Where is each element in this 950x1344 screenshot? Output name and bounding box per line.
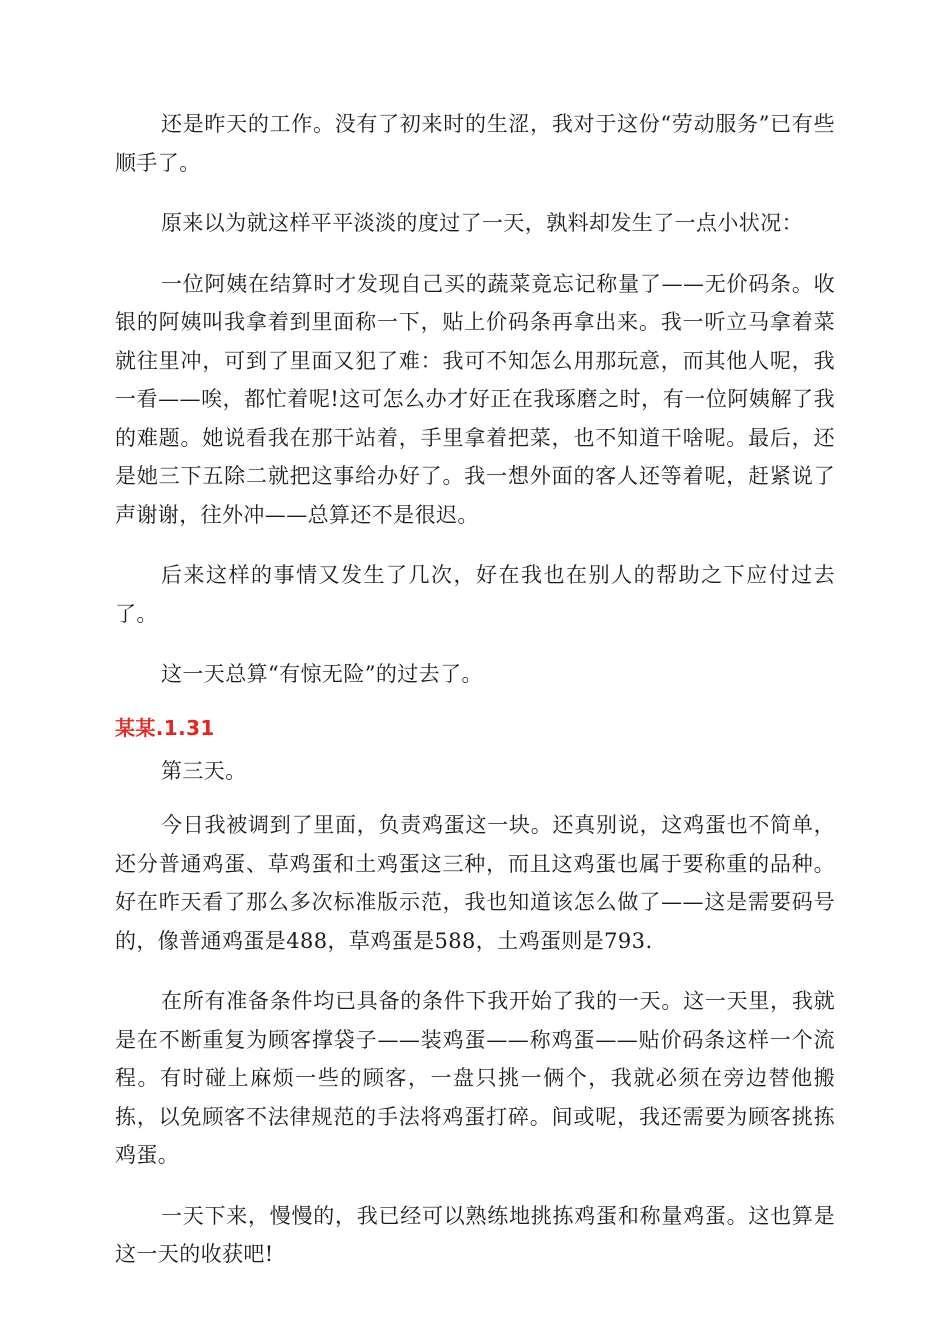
paragraph: 第三天。 — [161, 758, 247, 783]
paragraph: 后来这样的事情又发生了几次，好在我也在别人的帮助之下应付过去了。 — [115, 563, 835, 626]
paragraph: 今日我被调到了里面，负责鸡蛋这一块。还真别说，这鸡蛋也不简单，还分普通鸡蛋、草鸡蛋和土鸡蛋这三种，而且这鸡蛋也属于要称重的品种。好在昨天看了那么多次标准版示范，我也知道该怎么做了——这是需要码号的，像普通鸡蛋是488，草鸡蛋是588，土鸡蛋则是793. — [115, 813, 835, 953]
paragraph: 一位阿姨在结算时才发现自己买的蔬菜竟忘记称量了——无价码条。收银的阿姨叫我拿着到里面称一下，贴上价码条再拿出来。我一听立马拿着菜就往里冲，可到了里面又犯了难：我可不知怎么用那玩意，而其他人呢，我一看——唉，都忙着呢!这可怎么办才好正在我琢磨之时，有一位阿姨解了我的难题。她说看我在那干站着，手里拿着把菜，也不知道干啥呢。最后，还是她三下五除二就把这事给办好了。我一想外面的客人还等着呢，赶紧说了声谢谢，往外冲——总算还不是很迟。 — [115, 271, 835, 527]
paragraph: 一天下来，慢慢的，我已经可以熟练地挑拣鸡蛋和称量鸡蛋。这也算是这一天的收获吧! — [115, 1203, 835, 1266]
paragraph: 这一天总算“有惊无险”的过去了。 — [161, 662, 483, 686]
paragraph: 还是昨天的工作。没有了初来时的生涩，我对于这份“劳动服务”已有些顺手了。 — [115, 112, 835, 175]
paragraph: 原来以为就这样平平淡淡的度过了一天，孰料却发生了一点小状况： — [161, 211, 803, 235]
section-heading: 某某.1.31 — [115, 715, 215, 740]
document-body — [115, 105, 835, 1296]
paragraph: 在所有准备条件均已具备的条件下我开始了我的一天。这一天里，我就是在不断重复为顾客撑袋子——装鸡蛋——称鸡蛋——贴价码条这样一个流程。有时碰上麻烦一些的顾客，一盘只挑一俩个，我就必须在旁边替他搬拣，以免顾客不法律规范的手法将鸡蛋打碎。间或呢，我还需要为顾客挑拣鸡蛋。 — [115, 989, 835, 1167]
